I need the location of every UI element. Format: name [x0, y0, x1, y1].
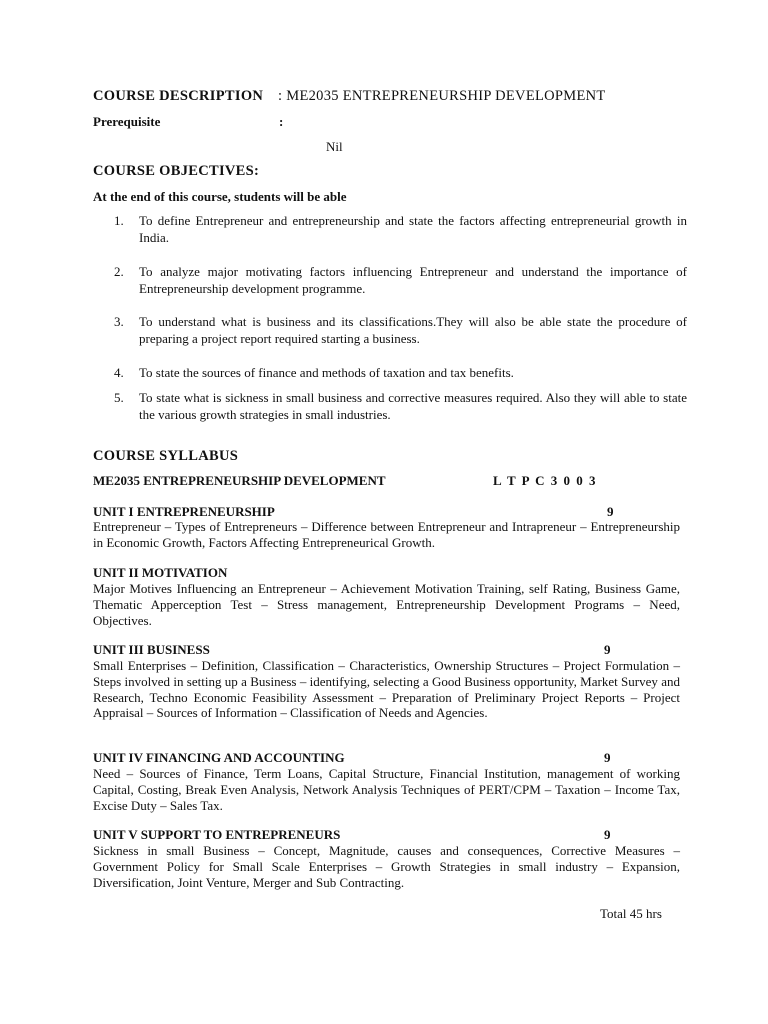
- objective-number: 1.: [114, 213, 124, 228]
- objective-item: [114, 365, 687, 382]
- total-hours: Total 45 hrs: [600, 906, 662, 921]
- unit-title: UNIT IV FINANCING AND ACCOUNTING: [93, 750, 345, 765]
- unit-description: Small Enterprises – Definition, Classification – Characteristics, Ownership Structures – Project Formulation – Steps involved in setting up a Business – identifying, selecting a Good Business opportunity, Market Survey and Research, Techno Economic Feasibility Assessment – Preparation of Preliminary Project Reports – Project Appraisal – Sources of Information – Classification of Needs and Agencies.: [93, 658, 680, 721]
- unit-title: UNIT V SUPPORT TO ENTREPRENEURS: [93, 827, 341, 842]
- unit-description: Need – Sources of Finance, Term Loans, Capital Structure, Financial Institution, management of working Capital, Costing, Break Even Analysis, Network Analysis Techniques of PERT/CPM – Taxation – Income Tax, Excise Duty – Sales Tax.: [93, 766, 680, 813]
- objective-item: [114, 390, 687, 423]
- unit-hours: 9: [607, 504, 614, 519]
- unit-description: Major Motives Influencing an Entrepreneur – Achievement Motivation Training, self Rating, Business Game, Thematic Apperception Test – Stress management, Entrepreneurship Development Programs – Need, Objectives.: [93, 581, 680, 628]
- objectives-intro: At the end of this course, students will be able: [93, 189, 347, 204]
- objective-number: 3.: [114, 314, 124, 329]
- course-description-value: : ME2035 ENTREPRENEURSHIP DEVELOPMENT: [278, 88, 606, 104]
- unit-title: UNIT III BUSINESS: [93, 642, 210, 657]
- prerequisite-value: Nil: [326, 139, 343, 154]
- unit-title: UNIT II MOTIVATION: [93, 565, 228, 580]
- syllabus-course-title: ME2035 ENTREPRENEURSHIP DEVELOPMENT: [93, 473, 386, 488]
- objective-number: 5.: [114, 390, 124, 405]
- objective-text: To analyze major motivating factors influencing Entrepreneur and understand the importance of Entrepreneurship development programme.: [139, 264, 687, 296]
- prerequisite-label: Prerequisite: [93, 114, 161, 129]
- objective-text: To state the sources of finance and methods of taxation and tax benefits.: [139, 365, 514, 380]
- objective-text: To state what is sickness in small business and corrective measures required. Also they will able to state the various growth strategies in small industries.: [139, 390, 687, 422]
- objective-text: To define Entrepreneur and entrepreneurship and state the factors affecting entrepreneurial growth in India.: [139, 213, 687, 245]
- unit-description: Entrepreneur – Types of Entrepreneurs – Difference between Entrepreneur and Intrapreneur – Entrepreneurship in Economic Growth, Factors Affecting Entrepreneurical Growth.: [93, 519, 680, 550]
- unit-title: UNIT I ENTREPRENEURSHIP: [93, 504, 275, 519]
- objective-number: 2.: [114, 264, 124, 279]
- unit-description: Sickness in small Business – Concept, Magnitude, causes and consequences, Corrective Measures – Government Policy for Small Scale Enterprises – Growth Strategies in small industry – Expansion, Diversification, Joint Venture, Merger and Sub Contracting.: [93, 843, 680, 890]
- objectives-heading: COURSE OBJECTIVES:: [93, 163, 260, 179]
- objective-number: 4.: [114, 365, 124, 380]
- prerequisite-colon: :: [279, 114, 284, 129]
- unit-hours: 9: [604, 750, 611, 765]
- objective-text: To understand what is business and its classifications.They will also be able state the procedure of preparing a project report required starting a business.: [139, 314, 687, 346]
- objective-item: [114, 264, 687, 297]
- ltpc-label: L T P C 3 0 0 3: [493, 473, 598, 488]
- objective-item: [114, 314, 687, 347]
- unit-hours: 9: [604, 827, 611, 842]
- syllabus-heading: COURSE SYLLABUS: [93, 448, 239, 464]
- objective-item: [114, 213, 687, 246]
- unit-hours: 9: [604, 642, 611, 657]
- course-description-label: COURSE DESCRIPTION: [93, 88, 264, 104]
